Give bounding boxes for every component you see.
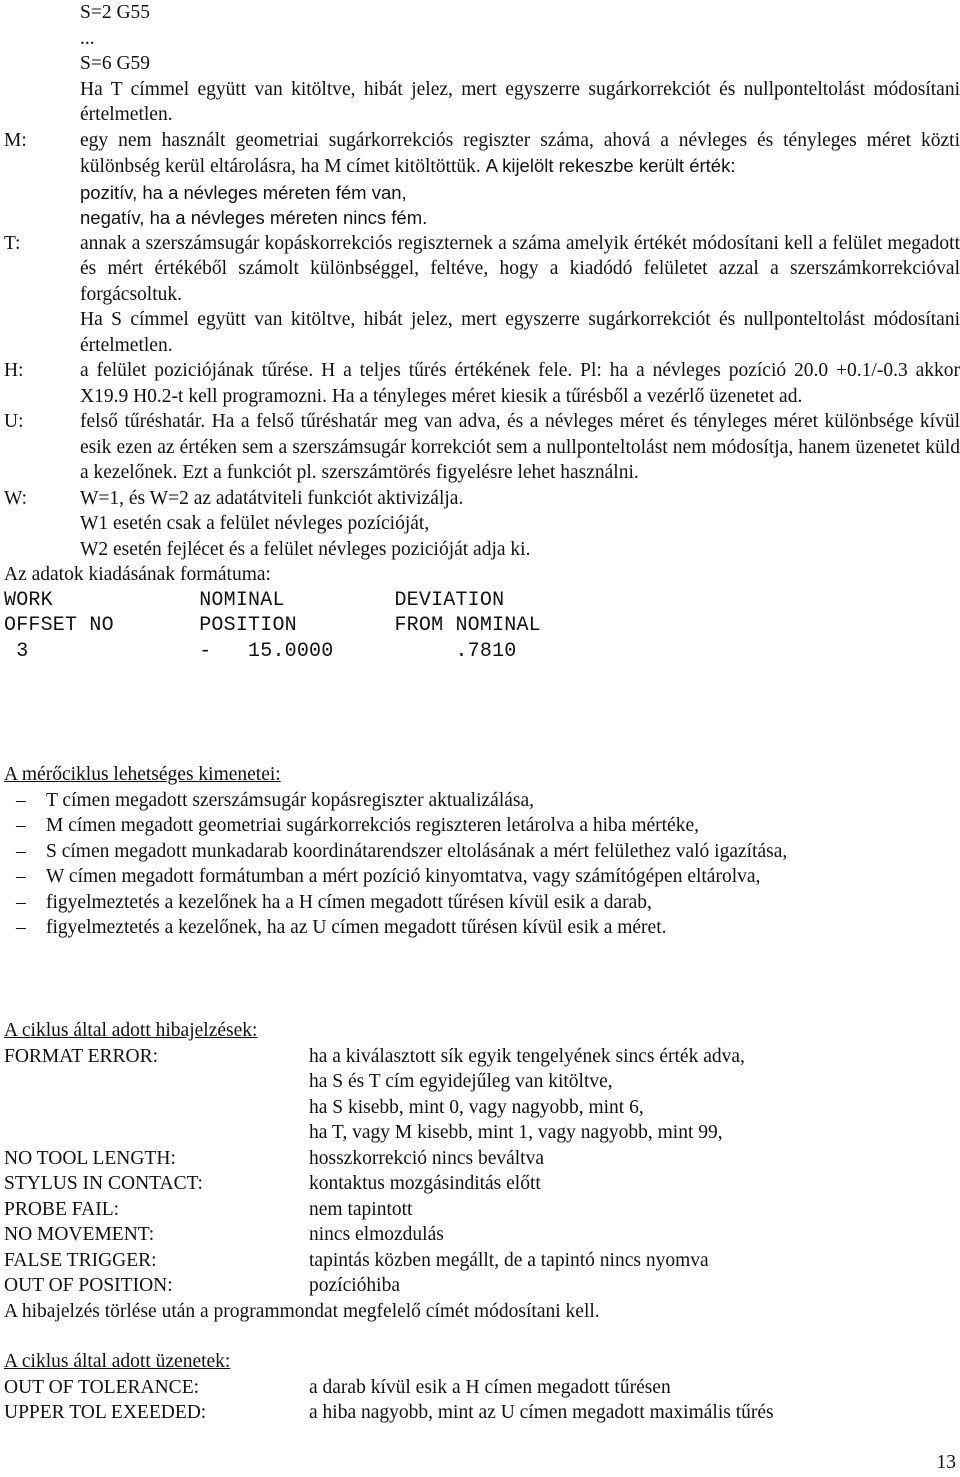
param-w [0,486,960,563]
dash-bullet: – [16,789,26,811]
error-code: NO TOOL LENGTH: [4,1147,176,1169]
errors-heading: A ciklus által adott hibajelzések: [4,1020,258,1041]
param-description: annak a szerszámsugár kopáskorrekciós regiszternek a száma amelyik értékét módosítani kell a felület megadott és mért értékéből számolt különbséggel, feltéve, hogy a kiadódó felületet azzal a szerszámkorrekcióval forgácsoltuk. [80,232,960,305]
param-t [0,231,960,359]
list-item [0,890,960,916]
param-description: Ha S címmel együtt van kitöltve, hibát jelez, mert egyszerre sugárkorrekciót és nullponteltolást módosítani értelmetlen. [80,309,960,356]
message-desc: a darab kívül esik a H címen megadott tűrésen [309,1376,671,1398]
error-desc: ha S és T cím egyidejűleg van kitöltve, [309,1071,613,1092]
list-item [0,864,960,890]
code-line: ... [80,27,95,49]
param-m [0,128,960,231]
error-code: NO MOVEMENT: [4,1224,155,1245]
error-desc: tapintás közben megállt, de a tapintó nincs nyomva [309,1249,709,1271]
param-key: U: [4,411,24,432]
dash-bullet: – [16,917,26,938]
outputs-list [0,788,960,941]
dash-bullet: – [16,815,26,836]
param-key: M: [4,129,27,151]
list-item-text: W címen megadott formátumban a mért pozíció kinyomtatva, vagy számítógépen eltárolva, [46,866,761,887]
error-code: STYLUS IN CONTACT: [4,1173,203,1194]
code-line: S=6 G59 [80,53,151,74]
list-item [0,839,960,865]
format-row: OFFSET NO POSITION FROM NOMINAL [4,614,541,637]
dash-bullet: – [16,866,26,887]
outputs-heading: A mérőciklus lehetséges kimenetei: [4,764,281,785]
param-description: a felület poziciójának tűrése. H a teljes tűrés értékének fele. Pl: ha a névleges pozíció 20.0 +0.1/-0.3 akkor X19.9 H0.2-t kell programozni. Ha a tényleges méret kiesik a tűrésből a vezérlő üzenetet ad. [80,360,960,407]
error-code: PROBE FAIL: [4,1198,120,1220]
errors-section [0,1018,960,1324]
message-code: OUT OF TOLERANCE: [4,1376,200,1398]
error-code: OUT OF POSITION: [4,1275,173,1296]
message-code: UPPER TOL EXEEDED: [4,1402,207,1423]
error-desc: kontaktus mozgásinditás előtt [309,1173,541,1194]
dash-bullet: – [16,840,26,862]
error-desc: ha T, vagy M kisebb, mint 1, vagy nagyobb, mint 99, [309,1122,723,1143]
error-code [4,1095,309,1121]
param-line: negatív, ha a névleges méreten nincs fém. [80,207,428,228]
format-table [0,588,960,665]
list-item-text: M címen megadott geometriai sugárkorrekciós regiszteren letárolva a hiba mértéke, [46,815,699,836]
param-key: T: [4,232,21,254]
error-desc: ha a kiválasztott sík egyik tengelyének sincs érték adva, [309,1045,745,1067]
page-number: 13 [936,1452,956,1473]
list-item [0,915,960,941]
errors-footer: A hibajelzés törlése után a programmondat megfelelő címét módosítani kell. [4,1300,600,1322]
param-text-sans: A kijelölt rekeszbe került érték: [485,155,736,176]
list-item [0,813,960,839]
error-code: FALSE TRIGGER: [4,1249,157,1271]
param-line: W2 esetén fejlécet és a felület névleges pozicióját adja ki. [80,538,531,560]
messages-section [0,1349,960,1426]
param-description: felső tűréshatár. Ha a felső tűréshatár meg van adva, és a névleges méret és tényleges méret különbsége kívül esik ezen az értéken sem a szerszámsugár korrekciót sem a nullponteltolást nem módosítja, hanem üzenetet küld a kezelőnek. Ezt a funkciót pl. szerszámtörés figyelésre lehet használni. [80,411,960,483]
param-description: W=1, és W=2 az adatátviteli funkciót aktivizálja. [80,487,464,509]
format-row: WORK NOMINAL DEVIATION [4,588,505,612]
error-code: FORMAT ERROR: [4,1045,159,1067]
messages-table [4,1375,960,1426]
error-desc: nincs elmozdulás [309,1224,444,1245]
list-item-text: T címen megadott szerszámsugár kopásregiszter aktualizálása, [46,789,535,811]
format-row: 3 - 15.0000 .7810 [4,639,517,663]
message-desc: a hiba nagyobb, mint az U címen megadott maximális tűrés [309,1402,774,1423]
error-desc: hosszkorrekció nincs beváltva [309,1147,545,1169]
param-key: W: [4,487,28,509]
parameter-section [0,0,960,664]
list-item-text: S címen megadott munkadarab koordinátarendszer eltolásának a mért felülethez való igazítása, [46,840,788,862]
param-line: W1 esetén csak a felület névleges pozícióját, [80,513,430,534]
param-u [0,409,960,486]
list-item [0,788,960,814]
paragraph: Ha T címmel együtt van kitöltve, hibát jelez, mert egyszerre sugárkorrekciót és nullponteltolást módosítani értelmetlen. [80,78,960,125]
param-text: egy nem használt geometriai sugárkorrekciós regiszter száma, ahová a névleges és tényleges méret közti különbség kerül eltárolásra, ha M címet kitöltöttük. [80,129,960,177]
error-code [4,1069,309,1095]
list-item-text: figyelmeztetés a kezelőnek, ha az U címen megadott tűrésen kívül esik a méret. [46,917,667,938]
error-desc: ha S kisebb, mint 0, vagy nagyobb, mint 6, [309,1096,644,1118]
error-desc: pozícióhiba [309,1275,400,1296]
list-item-text: figyelmeztetés a kezelőnek ha a H címen megadott tűrésen kívül esik a darab, [46,891,652,913]
param-line: pozitív, ha a névleges méreten fém van, [80,181,407,203]
dash-bullet: – [16,891,26,913]
errors-table [4,1044,960,1299]
outputs-section [0,762,960,941]
param-h [0,358,960,409]
param-description [80,128,960,180]
param-key: H: [4,360,24,381]
messages-heading: A ciklus által adott üzenetek: [4,1351,231,1372]
error-desc: nem tapintott [309,1198,413,1220]
format-heading: Az adatok kiadásának formátuma: [4,564,271,585]
error-code [4,1120,309,1146]
code-line: S=2 G55 [80,2,151,23]
